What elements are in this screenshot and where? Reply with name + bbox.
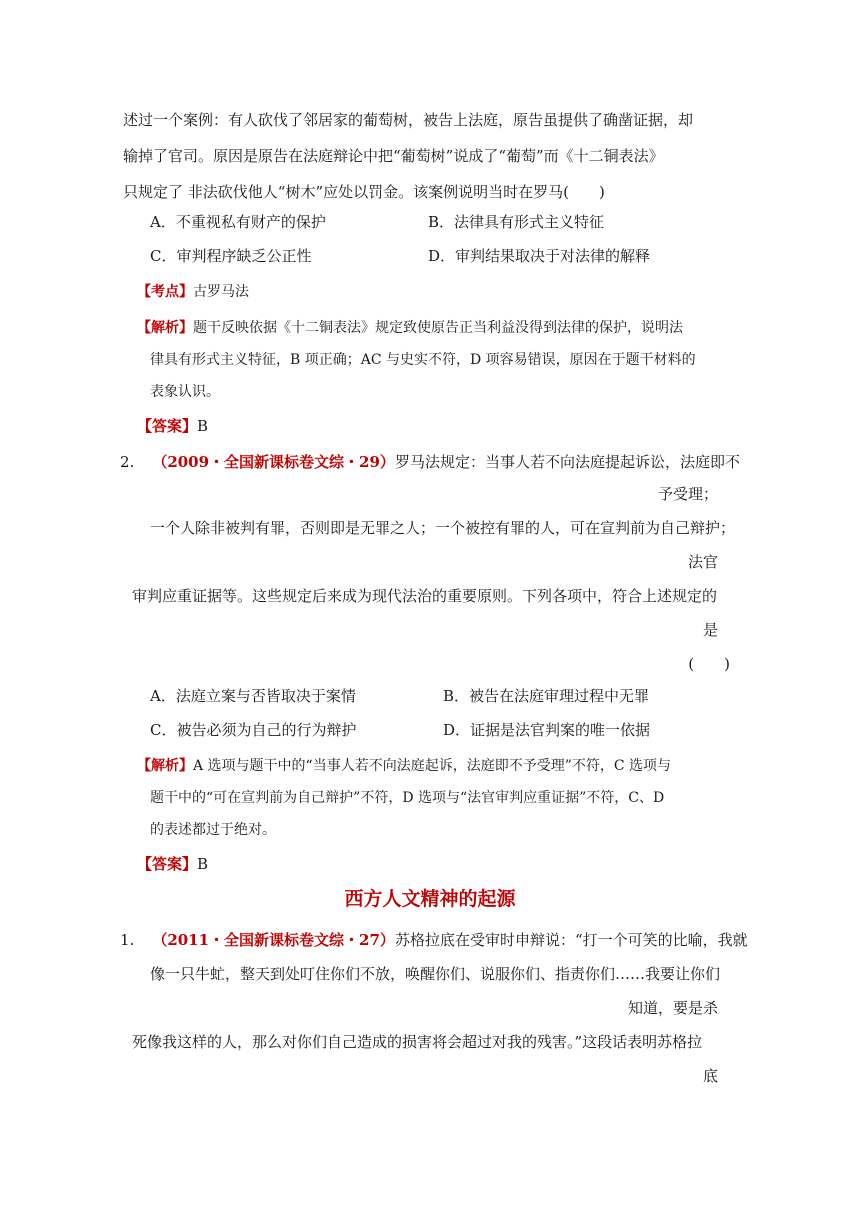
option-a: A．法庭立案与否皆取决于案情 [150,687,356,705]
option-b: B．被告在法庭审理过程中无罪 [443,687,650,705]
question-stem-line: 像一只牛虻，整天到处叮住你们不放，唤醒你们、说服你们、指责你们……我要让你们 [150,965,721,983]
answer-value: B [197,417,209,435]
question-stem-line: 死像我这样的人，那么对你们自己造成的损害将会超过对我的残害。”这段话表明苏格拉 [132,1033,703,1051]
question-stem-line: 述过一个案例：有人砍伐了邻居家的葡萄树，被告上法庭，原告虽提供了确凿证据，却 [123,111,694,129]
section-title: 西方人文精神的起源 [344,888,516,910]
question-stem-line: 一个人除非被判有罪，否则即是无罪之人；一个被控有罪的人，可在宣判前为自己辩护； [150,519,736,537]
question-stem-line: 底 [702,1067,718,1085]
answer-label: 【答案】 [137,855,198,873]
answer-label: 【答案】 [137,417,198,435]
answer-row [137,416,208,436]
kaodian-row [137,282,249,302]
question-source: （2009・全国新课标卷文综・29） [152,453,395,471]
analysis-text: 题干中的“可在宣判前为自己辩护”不符，D 选项与“法官审判应重证据”不符，C、D [150,790,665,806]
kaodian-text: 古罗马法 [193,284,249,300]
question-stem-line: 予受理； [657,485,718,503]
question-stem-line: 法官 [687,553,718,571]
analysis-text: 律具有形式主义特征，B 项正确；AC 与史实不符，D 项容易错误，原因在于题干材料的 [150,352,696,368]
answer-row [137,854,208,874]
option-d: D．审判结果取决于对法律的解释 [428,247,651,265]
question-source: （2011・全国新课标卷文综・27） [152,931,395,949]
analysis-label: 【解析】 [137,320,193,336]
question-stem-line: 输掉了官司。原因是原告在法庭辩论中把“葡萄树”说成了“葡萄”而《十二铜表法》 [123,147,664,165]
analysis-row [137,318,683,338]
question-stem-line: 是 [702,621,718,639]
analysis-row [137,756,671,776]
kaodian-label: 【考点】 [137,284,193,300]
option-c: C．审判程序缺乏公正性 [150,247,312,265]
question-number: 2. [120,453,135,471]
question-stem-line: 罗马法规定：当事人若不向法庭提起诉讼，法庭即不 [394,453,740,471]
option-a: A．不重视私有财产的保护 [150,213,326,231]
analysis-text: A 选项与题干中的“当事人若不向法庭起诉，法庭即不予受理”不符，C 选项与 [193,758,672,774]
question-number: 1. [120,931,135,949]
question-stem-line: 审判应重证据等。这些规定后来成为现代法治的重要原则。下列各项中，符合上述规定的 [132,587,718,605]
question-stem-line: 只规定了 非法砍伐他人“树木”应处以罚金。该案例说明当时在罗马( ) [123,183,605,201]
analysis-text: 表象认识。 [150,384,220,400]
answer-value: B [197,855,209,873]
question-stem-line: 苏格拉底在受审时申辩说：“打一个可笑的比喻，我就 [394,931,748,949]
question-stem-line: 知道，要是杀 [627,999,718,1017]
analysis-text: 的表述都过于绝对。 [150,822,276,838]
analysis-text: 题干反映依据《十二铜表法》规定致使原告正当利益没得到法律的保护，说明法 [193,320,683,336]
question-1-first-line [120,930,748,950]
option-c: C．被告必须为自己的行为辩护 [150,721,357,739]
analysis-label: 【解析】 [137,758,193,774]
option-d: D．证据是法官判案的唯一依据 [443,721,651,739]
answer-blank: ( ) [688,655,730,673]
option-b: B．法律具有形式主义特征 [428,213,605,231]
question-2-first-line [120,452,740,472]
